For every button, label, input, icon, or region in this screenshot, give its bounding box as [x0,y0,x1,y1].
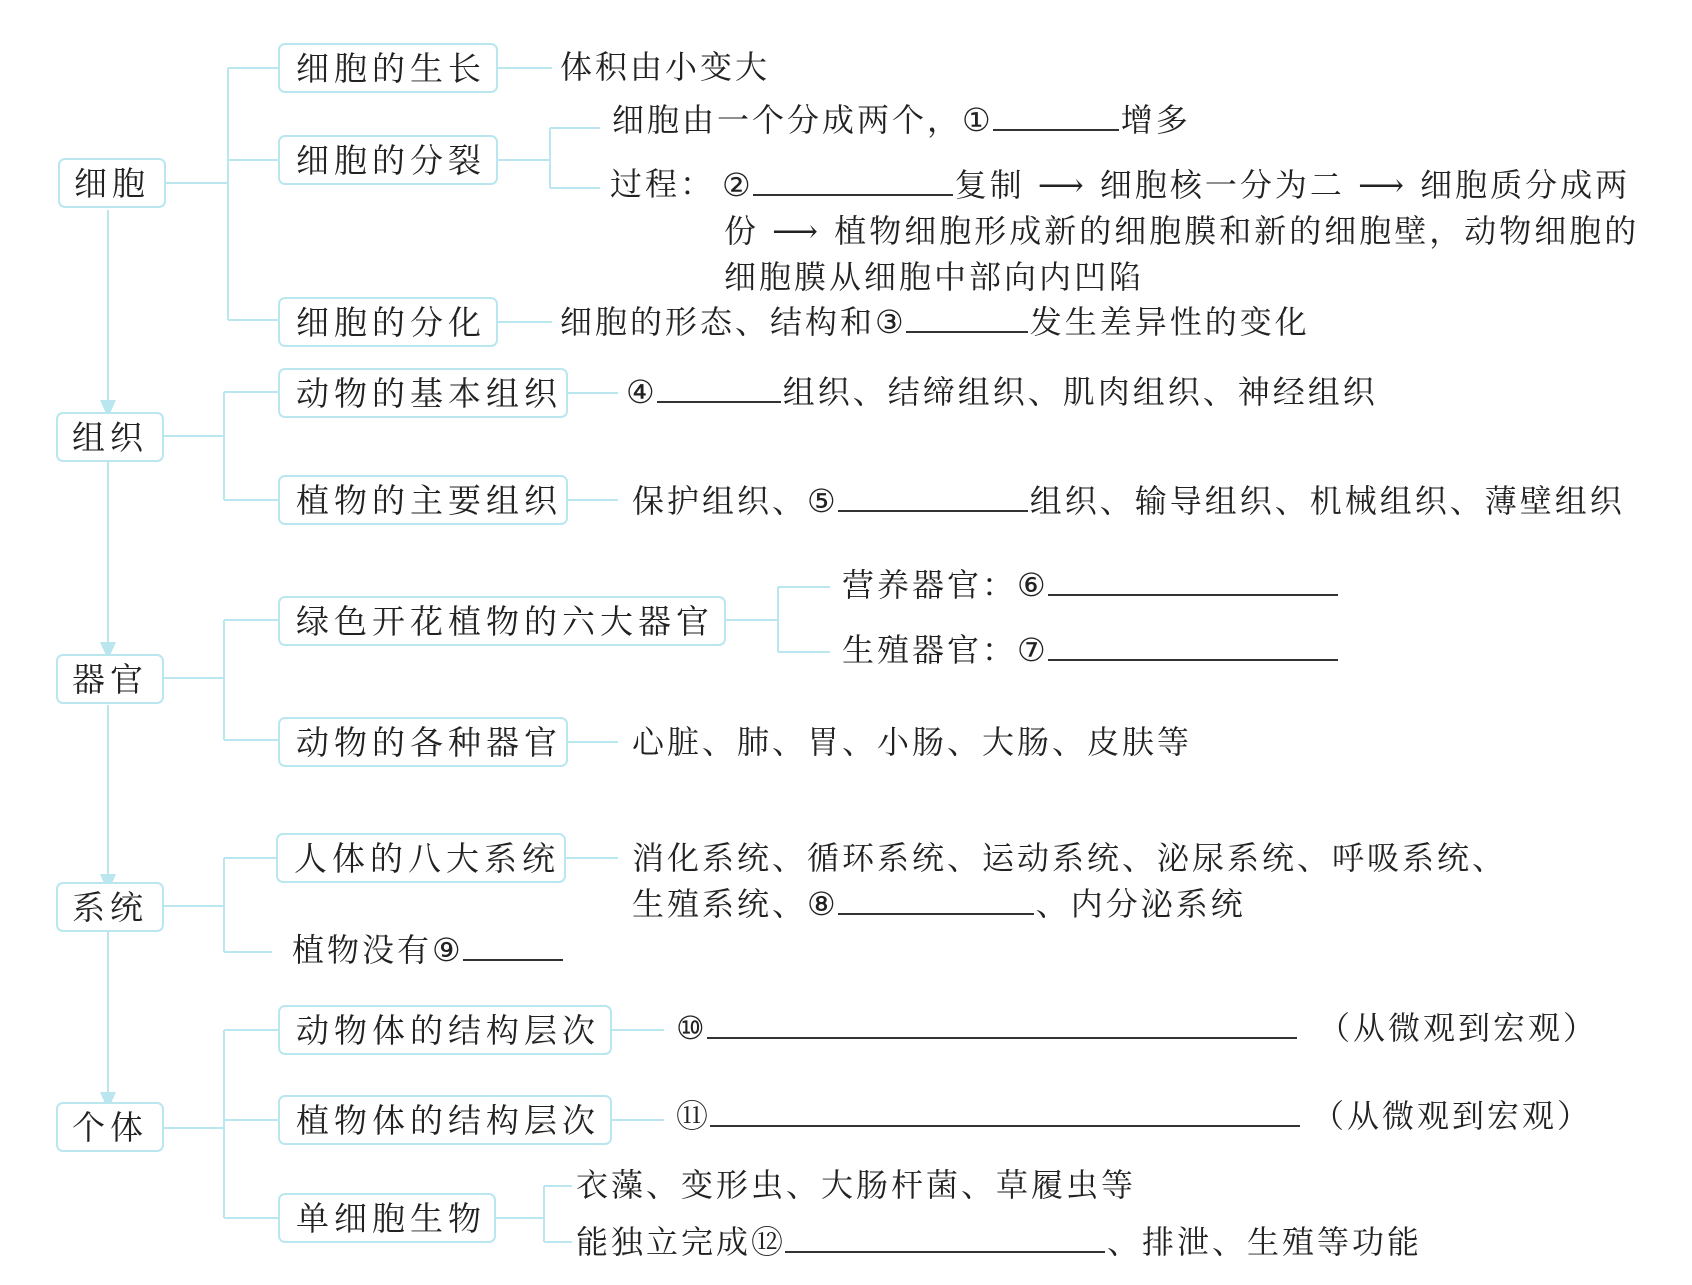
level-system: 系统 [56,882,164,932]
blank-11-number: ⑪ [676,1097,709,1135]
blank-6[interactable] [1048,564,1338,596]
blank-12[interactable] [785,1221,1105,1253]
blank-12-number: ⑫ [751,1223,784,1261]
blank-6-number: ⑥ [1017,566,1046,604]
blank-10[interactable] [707,1007,1297,1039]
cell-growth-desc: 体积由小变大 [560,48,771,86]
animal-tissue-desc [626,370,1378,415]
reproductive-organ [842,628,1340,673]
cell-division-process [724,162,1644,300]
animal-organ-desc: 心脏、肺、胃、小肠、大肠、皮肤等 [632,723,1193,761]
bracket-cell [166,68,278,320]
bracket-system [164,858,278,952]
blank-11[interactable] [710,1095,1300,1127]
single-cell-function [576,1220,1422,1265]
bracket-individual [164,1030,278,1218]
level-individual: 个体 [56,1102,164,1152]
blank-4[interactable] [657,371,781,403]
human-system-line2 [632,882,1246,927]
single-cell-function-before: 能独立完成 [576,1223,752,1261]
bracket-organ [164,620,278,740]
cell-differentiation-box: 细胞的分化 [278,297,498,347]
reproductive-organ-label: 生殖器官： [842,631,1018,669]
single-cell-examples: 衣藻、变形虫、大肠杆菌、草履虫等 [576,1166,1137,1204]
human-system-line2-before: 生殖系统、 [632,885,808,923]
cell-growth-box: 细胞的生长 [278,43,498,93]
blank-7[interactable] [1048,629,1338,661]
single-cell-function-after: 、排泄、生殖等功能 [1107,1223,1423,1261]
plant-tissue-before: 保护组织、 [632,482,808,520]
blank-9-number: ⑨ [432,931,461,969]
human-system-line1: 消化系统、循环系统、运动系统、泌尿系统、呼吸系统、 [632,839,1508,877]
blank-7-number: ⑦ [1017,631,1046,669]
bracket-tissue [164,392,278,500]
plant-structure-blank [676,1094,1302,1139]
blank-4-number: ④ [626,373,655,411]
level-tissue: 组织 [56,412,164,462]
animal-structure-note: （从微观到宏观） [1318,1009,1599,1047]
plant-organ-box: 绿色开花植物的六大器官 [278,596,726,646]
blank-3[interactable] [906,301,1028,333]
plant-tissue-box: 植物的主要组织 [278,475,568,525]
human-system-box: 人体的八大系统 [276,833,566,883]
plant-system-before: 植物没有 [292,931,433,969]
blank-3-number: ③ [875,303,904,341]
cell-differentiation-after: 发生差异性的变化 [1029,303,1310,341]
cell-differentiation-before: 细胞的形态、结构和 [560,303,876,341]
cell-differentiation-desc [560,300,1310,345]
vegetative-organ [842,563,1340,608]
plant-tissue-desc [632,478,1642,524]
single-cell-box: 单细胞生物 [278,1193,496,1243]
blank-2-number: ② [722,166,751,204]
human-system-line2-after: 、内分泌系统 [1035,885,1246,923]
cell-division-line1-after: 增多 [1120,101,1191,139]
cell-division-box: 细胞的分裂 [278,135,498,185]
vegetative-organ-label: 营养器官： [842,566,1018,604]
blank-2[interactable] [753,164,953,196]
blank-1-number: ① [962,101,991,139]
animal-tissue-box: 动物的基本组织 [278,368,568,418]
plant-structure-box: 植物体的结构层次 [278,1095,612,1145]
blank-8[interactable] [838,883,1034,915]
level-organ: 器官 [56,654,164,704]
blank-1[interactable] [993,99,1119,131]
animal-structure-box: 动物体的结构层次 [278,1005,612,1055]
animal-tissue-text: 组织、结缔组织、肌肉组织、神经组织 [782,373,1378,411]
animal-structure-blank [676,1006,1299,1051]
blank-9[interactable] [463,929,563,961]
cell-division-line1 [612,98,1191,143]
animal-organ-box: 动物的各种器官 [278,717,568,767]
plant-structure-note: （从微观到宏观） [1312,1097,1593,1135]
blank-8-number: ⑧ [807,885,836,923]
blank-10-number: ⑩ [676,1009,705,1047]
cell-division-process-text: 复制 ⟶ 细胞核一分为二 ⟶ 细胞质分成两份 ⟶ 植物细胞形成新的细胞膜和新的细胞壁，动物细胞的细胞膜从细胞中部向内凹陷 [724,166,1640,296]
cell-division-line1-text: 细胞由一个分成两个， [612,101,963,139]
blank-5[interactable] [838,480,1028,512]
cell-division-process-prefix: 过程： [610,165,716,203]
plant-system-text [292,928,565,973]
level-cell: 细胞 [58,158,166,208]
blank-5-number: ⑤ [807,482,836,520]
plant-tissue-after: 组织、输导组织、机械组织、薄壁组织 [1029,482,1625,520]
